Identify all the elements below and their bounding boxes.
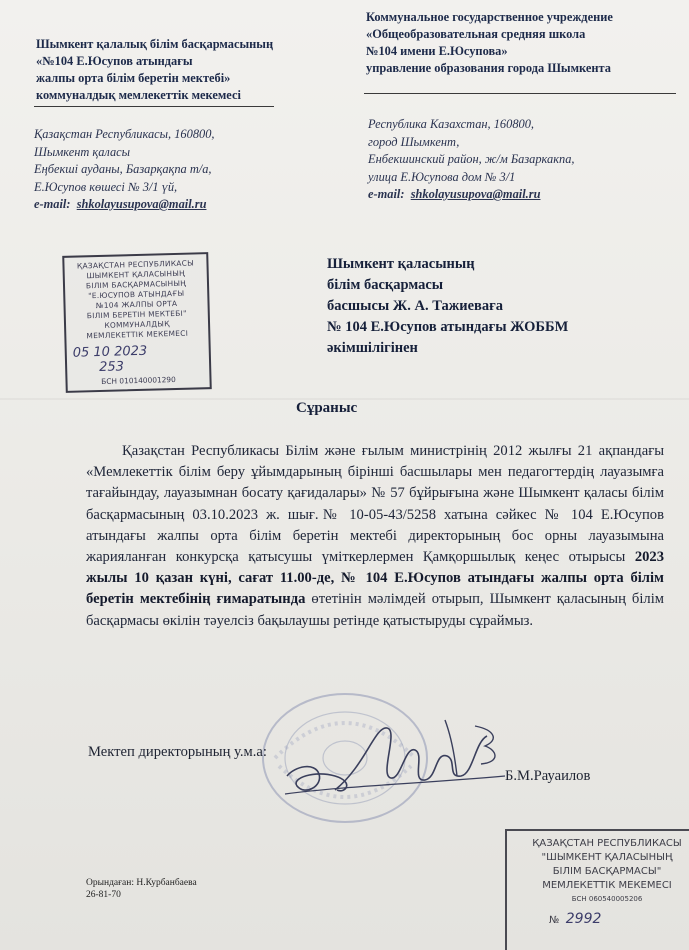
body-text: Қазақстан Республикасы Білім және ғылым министрінің 2012 жылғы 21 ақпандағы «Мемлекеттік білім беру ұйымдарының бірінші басшылары мен педагогтердің лауазымға тағайындау, лауазымнан босату қағидалары» № 57 бұйрығына және Шымкент қаласы білім басқармасының 03.10.2023 ж. шығ.№ 10-05-43/5258 хатына сәйкес № 104 Е.Юсупов атындағы жалпы орта білім беретін мектебі директорының бос орны лауазымына жарияланған конкурсқа қатысушы үміткерлермен Қамқоршылық кеңес отырысы	[86, 443, 664, 566]
addressee-line: әкімшілігінен	[327, 340, 418, 356]
executor-phone: 26-81-70	[86, 890, 121, 900]
addressee-line: білім басқармасы	[327, 277, 444, 293]
address-russian	[368, 116, 575, 204]
addressee-line: № 104 Е.Юсупов атындағы ЖОББМ	[327, 319, 569, 335]
org-name-kazakh	[36, 36, 273, 104]
stamp-number: 2992	[565, 911, 602, 927]
stamp-number: 253	[98, 359, 125, 376]
address-line: улица Е.Юсупова дом № 3/1	[368, 169, 516, 184]
address-line: Республика Казахстан, 160800,	[368, 117, 535, 131]
org-line: Коммунальное государственное учреждение	[366, 10, 613, 24]
stamp-line: КОММУНАЛДЫҚ	[104, 319, 170, 330]
stamp-line: №104 ЖАЛПЫ ОРТА	[95, 298, 178, 311]
org-line: №104 имени Е.Юсупова»	[366, 44, 508, 58]
receipt-stamp	[505, 829, 689, 950]
stamp-line: БІЛІМ БАСҚАРМАСЫ"	[552, 866, 662, 877]
signature-label: Мектеп директорының у.м.а:	[88, 744, 267, 760]
executor-name: Орындаған: Н.Курбанбаева	[86, 878, 197, 888]
stamp-number-label: №	[549, 915, 560, 926]
body-bold-text: 2023 жылы 10 қазан күні, сағат 11.00-де, № 104 Е.Юсупов атындағы жалпы орта білім беретін мектебінің ғимаратында	[86, 549, 664, 608]
registration-stamp	[62, 252, 212, 393]
header-divider-left	[34, 106, 274, 107]
email-label: e-mail:	[368, 187, 405, 201]
org-name-russian	[366, 9, 613, 77]
executor-block	[86, 877, 197, 901]
org-line: жалпы орта білім беретін мектебі»	[36, 71, 231, 85]
stamp-line: ҚАЗАҚСТАН РЕСПУБЛИКАСЫ	[532, 838, 682, 849]
org-line: «Общеобразовательная средняя школа	[366, 27, 586, 41]
addressee-line: басшысы Ж. А. Тажиеваға	[327, 298, 503, 314]
director-signature	[275, 706, 515, 816]
org-line: «№104 Е.Юсупов атындағы	[36, 54, 193, 68]
stamp-line: БІЛІМ БАСҚАРМАСЫНЫҢ	[85, 278, 187, 291]
stamp-line: МЕМЛЕКЕТТІК МЕКЕМЕСІ	[86, 328, 189, 341]
request-body	[86, 441, 664, 632]
stamp-line: БІЛІМ БЕРЕТІН МЕКТЕБІ"	[86, 308, 187, 321]
stamp-bin: БСН 010140001290	[101, 375, 176, 386]
address-line: Шымкент қаласы	[34, 144, 131, 159]
stamp-line: "Е.ЮСУПОВ АТЫНДАҒЫ	[88, 288, 185, 301]
signatory-name: Б.М.Рауаилов	[505, 768, 591, 784]
org-line: Шымкент қалалық білім басқармасының	[36, 37, 274, 51]
document-title: Сұраныс	[296, 400, 358, 416]
stamp-bin: БСН 060540005206	[571, 895, 643, 903]
stamp-line: МЕМЛЕКЕТТІК МЕКЕМЕСІ	[542, 880, 672, 891]
body-text: өтетінін мәлімдей отырып, Шымкент қаласының білім басқармасы өкілін тәуелсіз бақылаушы ретінде қатыстыруды сұраймыз.	[86, 591, 664, 629]
address-line: Е.Юсупов көшесі № 3/1 үй,	[34, 179, 178, 194]
paper-fold	[0, 398, 689, 400]
address-line: город Шымкент,	[368, 134, 460, 149]
addressee-line: Шымкент қаласының	[327, 256, 475, 272]
email-link[interactable]: shkolayusupova@mail.ru	[76, 197, 207, 211]
stamp-date: 05 10 2023	[72, 343, 148, 361]
stamp-line: ҚАЗАҚСТАН РЕСПУБЛИКАСЫ	[76, 258, 195, 271]
stamp-line: ШЫМКЕНТ ҚАЛАСЫНЫҢ	[86, 268, 186, 281]
email-label: e-mail:	[34, 197, 71, 211]
address-line: Енбекшинский район, ж/м Базаркакпа,	[368, 152, 575, 166]
header-divider-right	[364, 93, 676, 94]
email-link[interactable]: shkolayusupova@mail.ru	[410, 187, 541, 201]
address-line: Еңбекші ауданы, Базарқақпа т/а,	[34, 162, 212, 176]
email-line	[368, 186, 575, 204]
addressee-block	[327, 254, 568, 359]
org-line: коммуналдық мемлекеттік мекемесі	[36, 88, 241, 102]
email-line	[34, 196, 215, 214]
org-line: управление образования города Шымкента	[366, 61, 611, 75]
stamp-number-row	[515, 911, 689, 927]
address-line: Қазақстан Республикасы, 160800,	[34, 127, 215, 141]
address-kazakh	[34, 126, 215, 214]
stamp-line: "ШЫМКЕНТ ҚАЛАСЫНЫҢ	[541, 852, 673, 863]
